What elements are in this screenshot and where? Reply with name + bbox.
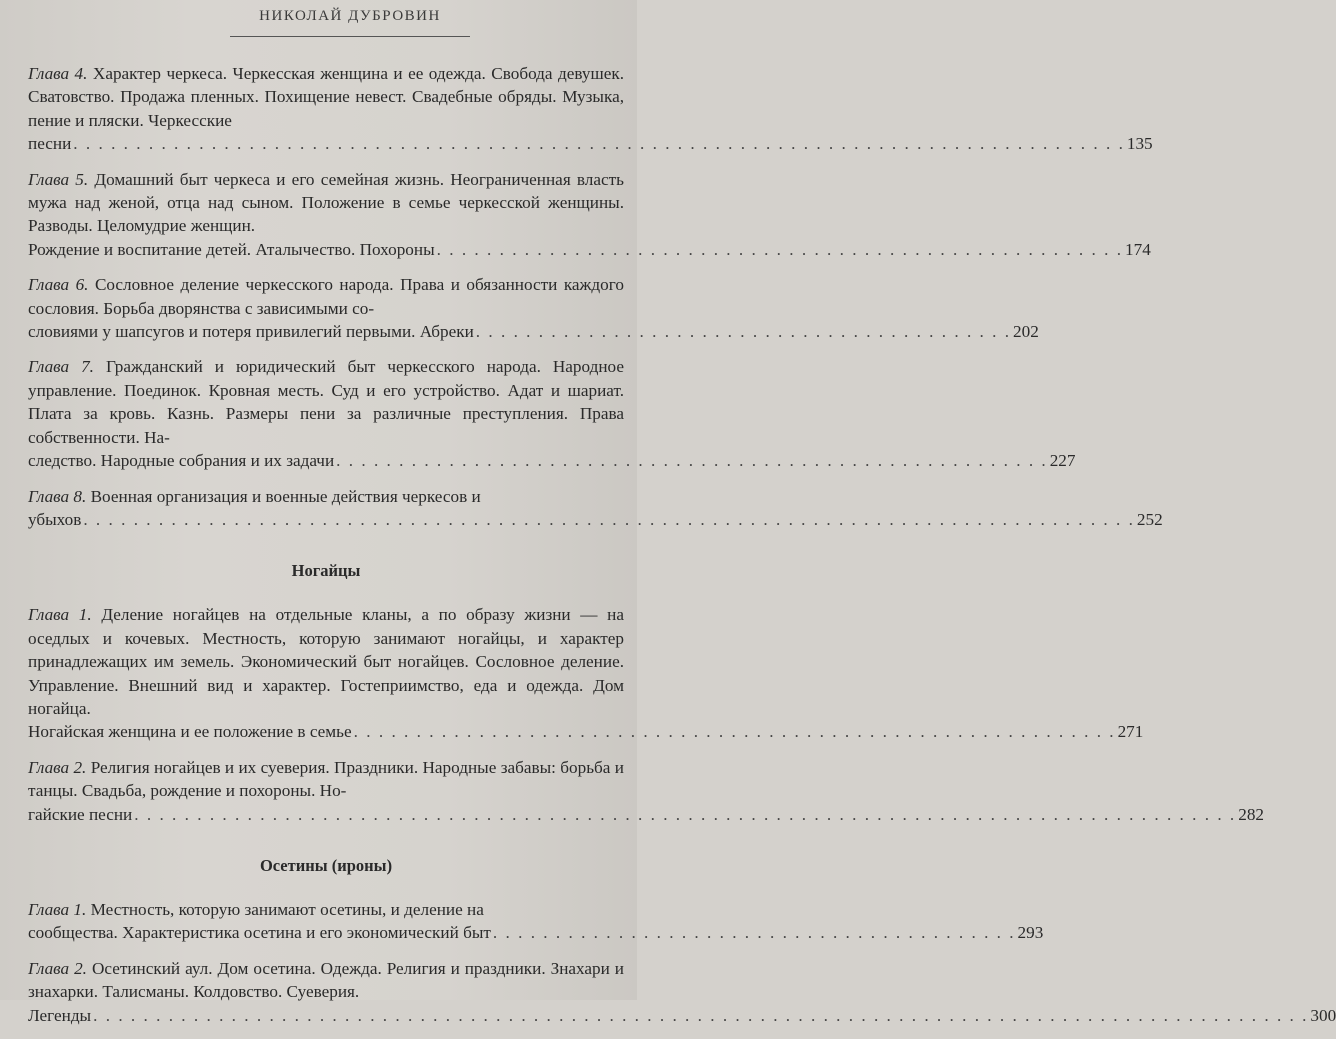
chapter-description: Осетинский аул. Дом осетина. Одежда. Религия и праздники. Знахари и знахарки. Талисманы. Колдовство. Суеверия. — [28, 958, 624, 1002]
chapter-description: Религия ногайцев и их суеверия. Праздники. Народные забавы: борьба и танцы. Свадьба, рождение и похороны. Но- — [28, 757, 624, 801]
chapter-description-end: Рождение и воспитание детей. Аталычество. Похороны — [28, 239, 435, 259]
entry-last-line — [28, 449, 1076, 472]
chapter-description: Военная организация и военные действия черкесов и — [86, 486, 481, 506]
toc-entry[interactable] — [28, 957, 1336, 1027]
chapter-description-end: Легенды — [28, 1005, 92, 1025]
chapter-label: Глава 5. — [28, 169, 89, 189]
entry-last-line — [28, 803, 1264, 826]
chapter-description-end: следство. Народные собрания и их задачи — [28, 451, 335, 471]
page-number: 202 — [1013, 322, 1039, 342]
chapter-label: Глава 2. — [28, 757, 87, 777]
section-title: Осетины (ироны) — [259, 855, 393, 875]
running-head: НИКОЛАЙ ДУБРОВИН — [259, 8, 441, 24]
entry-last-line — [28, 508, 1163, 531]
chapter-description: Местность, которую занимают осетины, и деление на — [86, 899, 484, 919]
chapter-description-end: гайские песни — [28, 804, 133, 824]
leader-dots: . . . . . . . . . . . . . . . . . . . . . . . . . . . . . . . . . . . . . . . . . . . . . . . . . . . . . . . . . . . . . . . . . . . . . . . . . . . . . . . . . . . . — [73, 134, 1125, 154]
chapter-label: Глава 6. — [28, 275, 89, 295]
toc-entry[interactable] — [28, 355, 1076, 472]
chapter-description: Домашний быт черкеса и его семейная жизнь. Неограниченная власть мужа над женой, отца над сыном. Положение в семье черкесской женщины. Разводы. Целомудрие женщин. — [28, 169, 624, 236]
chapter-label: Глава 7. — [28, 357, 94, 377]
leader-dots: . . . . . . . . . . . . . . . . . . . . . . . . . . . . . . . . . . . . . . . . . . . . . . . . . . . . . . . . . . . . . . . . . . . . . . . . . . . . . . . . . . . . — [83, 509, 1135, 529]
chapter-label: Глава 2. — [28, 958, 87, 978]
entry-last-line — [28, 238, 1151, 261]
chapter-description: Деление ногайцев на отдельные кланы, а по образу жизни — на оседлых и кочевых. Местность, которую занимают ногайцы, и характер принадлежащих им земель. Экономический быт ногайцев. Сословное деление. Управление. Внешний вид и характер. Гостеприимство, еда и одежда. Дом ногайца. — [28, 605, 624, 718]
chapter-description-end: убыхов — [28, 509, 82, 529]
page-number: 252 — [1136, 509, 1163, 529]
page-number: 293 — [1017, 923, 1044, 943]
chapter-description: Характер черкеса. Черкесская женщина и ее одежда. Свобода девушек. Сватовство. Продажа пленных. Похищение невест. Свадебные обряды. Музыка, пение и пляски. Черкесские — [28, 64, 624, 130]
chapter-description: Сословное деление черкесского народа. Права и обязанности каждого сословия. Борьба дворянства с зависимыми со- — [28, 275, 624, 318]
toc-entry[interactable] — [28, 898, 1044, 945]
leader-dots: . . . . . . . . . . . . . . . . . . . . . . . . . . . . . . . . . . . . . . . . . . — [492, 923, 1016, 943]
page-number: 135 — [1126, 134, 1153, 154]
leader-dots: . . . . . . . . . . . . . . . . . . . . . . . . . . . . . . . . . . . . . . . . . . . . . . . . . . . . . . . . . . . . . . . . . . . . . . . . . . . . . . . . . . . . . . . . — [134, 804, 1237, 824]
page-number: 271 — [1117, 722, 1144, 742]
leader-dots: . . . . . . . . . . . . . . . . . . . . . . . . . . . . . . . . . . . . . . . . . . . . . . . . . . . . . . . — [436, 239, 1123, 259]
toc-entry[interactable] — [28, 273, 1039, 343]
entry-last-line — [28, 320, 1039, 343]
leader-dots: . . . . . . . . . . . . . . . . . . . . . . . . . . . . . . . . . . . . . . . . . . . . . . . . . . . . . . . . . — [336, 451, 1048, 471]
page-number: 282 — [1238, 804, 1264, 824]
entry-last-line — [28, 720, 1144, 743]
leader-dots: . . . . . . . . . . . . . . . . . . . . . . . . . . . . . . . . . . . . . . . . . . . . . . . . . . . . . . . . . . . . . . . . . . . . . . . . . . . . . . . . . . . . . . . . . . . . . . . . . — [93, 1005, 1309, 1025]
leader-dots: . . . . . . . . . . . . . . . . . . . . . . . . . . . . . . . . . . . . . . . . . . . — [475, 322, 1012, 342]
entry-last-line — [28, 921, 1044, 944]
toc-entry[interactable] — [28, 168, 1151, 262]
chapter-description-end: словиями у шапсугов и потеря привилегий первыми. Абреки — [28, 322, 474, 342]
section-title: Ногайцы — [291, 561, 361, 581]
page-number: 174 — [1125, 239, 1151, 259]
chapter-label: Глава 8. — [28, 486, 87, 506]
header-rule — [230, 36, 470, 37]
page-number: 227 — [1049, 451, 1076, 471]
toc-entry[interactable] — [28, 756, 1264, 826]
toc-entry[interactable] — [28, 603, 1144, 743]
toc-entry[interactable] — [28, 62, 1153, 156]
page-number: 300 — [1310, 1005, 1336, 1025]
chapter-description-end: сообщества. Характеристика осетина и его экономический быт — [28, 923, 491, 943]
chapter-label: Глава 4. — [28, 64, 88, 83]
chapter-label: Глава 1. — [28, 899, 87, 919]
entry-last-line — [28, 1004, 1336, 1027]
entry-last-line — [28, 132, 1153, 155]
leader-dots: . . . . . . . . . . . . . . . . . . . . . . . . . . . . . . . . . . . . . . . . . . . . . . . . . . . . . . . . . . . . . — [353, 722, 1116, 742]
chapter-description-end: Ногайская женщина и ее положение в семье — [28, 722, 352, 742]
chapter-description: Гражданский и юридический быт черкесского народа. Народное управление. Поединок. Кровная месть. Суд и его устройство. Адат и шариат. Плата за кровь. Казнь. Размеры пени за различные преступления. Права собственности. На- — [28, 357, 624, 447]
chapter-description-end: песни — [28, 134, 72, 154]
toc-entry[interactable] — [28, 485, 1163, 532]
table-of-contents — [28, 62, 1336, 1039]
chapter-label: Глава 1. — [28, 605, 92, 625]
